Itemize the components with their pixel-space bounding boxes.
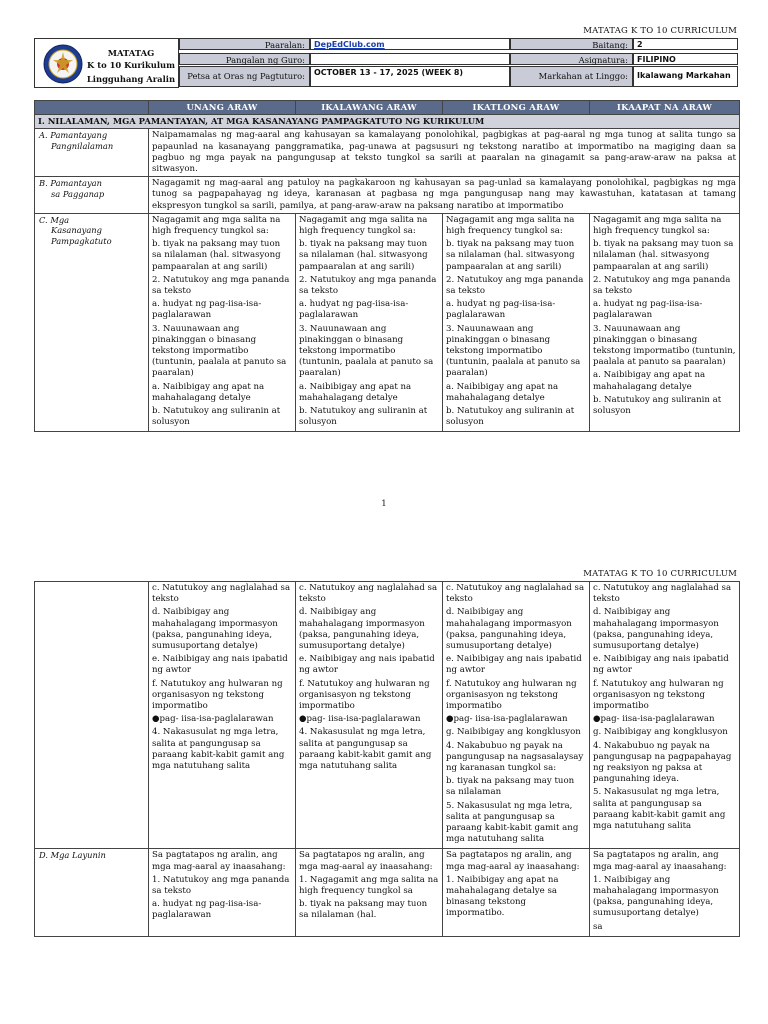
c2-d4-p1: d. Naibibigay ang mahahalagang impormasyon (paksa, pangunahing ideya, sumusuportang detalye) (593, 607, 719, 652)
curriculum-label-page-2: MATATAG K TO 10 CURRICULUM (583, 569, 737, 579)
row-c-day3 (443, 213, 590, 432)
c2-d2-p3: f. Natutukoy ang hulwaran ng organisasyon ng tekstong impormatibo (299, 678, 430, 712)
row-c-day4 (590, 213, 740, 432)
c-d3-p5: a. Naibibigay ang apat na mahahalagang detalye (446, 381, 559, 403)
row-d-day1 (149, 849, 296, 936)
c-d3-p0: Nagagamit ang mga salita na high frequency tungkol sa: (446, 214, 575, 237)
d-d2-p2: b. tiyak na paksang may tuon sa nilalaman (hal. (299, 899, 428, 921)
c2-d1-p5: 4. Nakasusulat ng mga letra, salita at pangungusap sa paraang kabit-kabit gamit ang mga natutuhang salita (152, 727, 285, 772)
c-d4-p5: a. Naibibigay ang apat na mahahalagang detalye (593, 370, 706, 392)
row-kasanayang-continued (35, 582, 740, 849)
title-line-2: K to 10 Kurikulum (87, 60, 175, 70)
asignatura-value: FILIPINO (633, 53, 738, 65)
c2-d3-p8: 5. Nakasusulat ng mga letra, salita at pangungusap sa paraang kabit-kabit gamit ang mga natutuhang salita (446, 800, 579, 845)
d-d4-p2: sa (593, 921, 603, 932)
d-d3-p1: 1. Naibibigay ang apat na mahahalagang detalye sa binasang tekstong impormatibo. (446, 874, 559, 919)
c-d2-p1: b. tiyak na paksang may tuon sa nilalaman (hal. sitwasyong pampaaralan at ang sarili) (299, 239, 428, 272)
row-d-day4 (590, 849, 740, 936)
day-header-row (35, 101, 740, 115)
paaralan-label: Paaralan: (179, 38, 310, 50)
row-c2-day4 (590, 582, 740, 849)
c-d1-p6: b. Natutukoy ang suliranin at solusyon (152, 406, 281, 428)
c-d3-p1: b. tiyak na paksang may tuon sa nilalaman (hal. sitwasyong pampaaralan at ang sarili) (446, 239, 575, 272)
c2-d4-p7: 5. Nakasusulat ng mga letra, salita at pangungusap sa paraang kabit-kabit gamit ang mga natutuhang salita (593, 787, 726, 832)
guro-label: Pangalan ng Guro: (179, 53, 310, 65)
day-header-blank (35, 101, 149, 115)
baitang-value: 2 (633, 38, 738, 50)
d-d1-p0: Sa pagtatapos ng aralin, ang mga mag-aaral ay inaasahang: (152, 850, 286, 872)
row-d-day2 (296, 849, 443, 936)
row-kasanayang-pampagkatuto (35, 213, 740, 432)
c-d1-p3: a. hudyat ng pag-iisa-isa-paglalarawan (152, 299, 262, 321)
c-d1-p4: 3. Nauunawaan ang pinakinggan o binasang tekstong impormatibo (tuntunin, paalala at panuto sa paaralan) (152, 323, 287, 379)
day-header-2: IKALAWANG ARAW (296, 101, 443, 115)
row-a-label-line1: A. Pamantayang (39, 130, 108, 141)
section-title: I. NILALAMAN, MGA PAMANTAYAN, AT MGA KASANAYANG PAMPAGKATUTO NG KURIKULUM (35, 115, 740, 129)
petsa-label: Petsa at Oras ng Pagtuturo: (179, 66, 310, 87)
c2-d2-p0: c. Natutukoy ang naglalahad sa teksto (299, 583, 438, 605)
c2-d2-p1: d. Naibibigay ang mahahalagang impormasyon (paksa, pangunahing ideya, sumusuportang detalye) (299, 607, 425, 652)
c2-d4-p3: f. Natutukoy ang hulwaran ng organisasyon ng tekstong impormatibo (593, 678, 724, 712)
row-d-day3 (443, 849, 590, 936)
d-d4-p0: Sa pagtatapos ng aralin, ang mga mag-aaral ay inaasahang: (593, 850, 727, 872)
c-d2-p5: a. Naibibigay ang apat na mahahalagang detalye (299, 381, 412, 403)
row-d-label (35, 849, 149, 936)
row-b-label (35, 177, 149, 214)
paaralan-value[interactable] (310, 38, 510, 50)
c-d2-p2: 2. Natutukoy ang mga pananda sa teksto (299, 274, 437, 297)
row-c2-day3 (443, 582, 590, 849)
c2-d3-p3: f. Natutukoy ang hulwaran ng organisasyon ng tekstong impormatibo (446, 678, 577, 712)
title-line-1: MATATAG (107, 48, 155, 58)
row-b-label-line2: sa Pagganap (51, 188, 105, 199)
row-pamantayang-pangnilalaman (35, 129, 740, 177)
paaralan-link[interactable]: DepEdClub.com (314, 40, 385, 49)
row-c2-label (35, 582, 149, 849)
c-d3-p2: 2. Natutukoy ang mga pananda sa teksto (446, 274, 584, 297)
d-d2-p1: 1. Nagagamit ang mga salita na high frequency tungkol sa (299, 874, 439, 897)
c-d1-p0: Nagagamit ang mga salita na high frequency tungkol sa: (152, 214, 281, 237)
c-d4-p6: b. Natutukoy ang suliranin at solusyon (593, 394, 722, 417)
c-d4-p2: 2. Natutukoy ang mga pananda sa teksto (593, 274, 731, 297)
d-d4-p1: 1. Naibibigay ang mahahalagang impormasyon (paksa, pangunahing ideya, sumusuportang detalye) (593, 874, 719, 919)
d-d3-p0: Sa pagtatapos ng aralin, ang mga mag-aaral ay inaasahang: (446, 850, 580, 872)
row-c2-day1 (149, 582, 296, 849)
c-d1-p1: b. tiyak na paksang may tuon sa nilalaman (hal. sitwasyong pampaaralan at ang sarili) (152, 239, 281, 272)
c2-d2-p2: e. Naibibigay ang nais ipabatid ng awtor (299, 654, 435, 676)
c2-d4-p4: ●pag- iisa-isa-paglalarawan (593, 714, 715, 725)
row-c-label (35, 213, 149, 432)
c-d2-p0: Nagagamit ang mga salita na high frequency tungkol sa: (299, 214, 428, 237)
guro-value (310, 53, 510, 65)
school-header-logo-cell (34, 38, 179, 88)
row-d-label-text: D. Mga Layunin (39, 850, 106, 861)
c-d4-p1: b. tiyak na paksang may tuon sa nilalaman (hal. sitwasyong pampaaralan at ang sarili) (593, 239, 734, 272)
c-d3-p4: 3. Nauunawaan ang pinakinggan o binasang tekstong impormatibo (tuntunin, paalala at panuto sa paaralan) (446, 323, 581, 379)
c2-d2-p5: 4. Nakasusulat ng mga letra, salita at pangungusap sa paraang kabit-kabit gamit ang mga natutuhang salita (299, 727, 432, 772)
c2-d1-p4: ●pag- iisa-isa-paglalarawan (152, 714, 274, 725)
row-a-label (35, 129, 149, 177)
row-c-day1 (149, 213, 296, 432)
row-c-day2 (296, 213, 443, 432)
row-c-label-line2: Kasanayang (51, 225, 102, 236)
c2-d3-p6: 4. Nakabubuo ng payak na pangungusap na nagsasalaysay ng karanasan tungkol sa: (446, 740, 584, 774)
row-a-text: Naipamamalas ng mag-aaral ang kahusayan sa kamalayang ponolohikal, pagbigkas at pag-aaral ng mga tunog at salita tungo sa papaunlad na kasanayang panggramatika, pag-unawa at pagsusuri ng tekstong naratibo at impormatibo na magiging daan sa pagbuo ng mga payak na pangungusap at teksto tungkol sa sarili at paaralan na ginagamit sa pang-araw-araw na paksa at sitwasyon. (149, 129, 740, 177)
c-d4-p3: a. hudyat ng pag-iisa-isa-paglalarawan (593, 299, 703, 321)
day-header-4: IKAAPAT NA ARAW (590, 101, 740, 115)
c-d3-p6: b. Natutukoy ang suliranin at solusyon (446, 406, 575, 428)
day-header-3: IKATLONG ARAW (443, 101, 590, 115)
c-d2-p6: b. Natutukoy ang suliranin at solusyon (299, 406, 428, 428)
c2-d1-p2: e. Naibibigay ang nais ipabatid ng awtor (152, 654, 288, 676)
row-c-label-line1: C. Mga (39, 214, 70, 225)
row-a-label-line2: Pangnilalaman (51, 140, 114, 151)
deped-seal-icon (43, 44, 83, 84)
row-b-text: Nagagamit ng mag-aaral ang patuloy na pagkakaroon ng kahusayan sa pag-unlad sa kamalayang ponolohikal, pagbigkas ng mga tunog sa pagpapahayag ng ideya, karanasan at pagbasa ng mga pangungusap nang may kawastuhan, katatasan at tamang ekspresyon tungkol sa sarili, pamilya, at pang-araw-araw na paksang naratibo at impormatibo (149, 177, 740, 214)
c-d4-p0: Nagagamit ang mga salita na high frequency tungkol sa: (593, 214, 722, 237)
curriculum-label: MATATAG K TO 10 CURRICULUM (583, 26, 737, 36)
d-d1-p2: a. hudyat ng pag-iisa-isa-paglalarawan (152, 899, 262, 921)
baitang-label: Baitang: (510, 38, 633, 50)
c2-d1-p0: c. Natutukoy ang naglalahad sa teksto (152, 583, 291, 605)
lesson-table-page-1 (34, 100, 740, 432)
c-d1-p5: a. Naibibigay ang apat na mahahalagang detalye (152, 381, 265, 403)
page-2 (0, 548, 768, 1024)
c2-d4-p0: c. Natutukoy ang naglalahad sa teksto (593, 583, 732, 605)
c2-d4-p6: 4. Nakabubuo ng payak na pangungusap na pagpapahayag ng reaksiyon ng paksa at pangunahing ideya. (593, 740, 732, 785)
c-d2-p4: 3. Nauunawaan ang pinakinggan o binasang tekstong impormatibo (tuntunin, paalala at panuto sa paaralan) (299, 323, 434, 379)
row-pamantayan-sa-pagganap (35, 177, 740, 214)
page-number: 1 (381, 499, 387, 509)
section-header-row (35, 115, 740, 129)
c2-d4-p2: e. Naibibigay ang nais ipabatid ng awtor (593, 654, 729, 676)
d-d1-p1: 1. Natutukoy ang mga pananda sa teksto (152, 874, 290, 897)
c2-d4-p5: g. Naibibigay ang kongklusyon (593, 727, 728, 738)
c2-d3-p0: c. Natutukoy ang naglalahad sa teksto (446, 583, 585, 605)
c2-d1-p3: f. Natutukoy ang hulwaran ng organisasyon ng tekstong impormatibo (152, 678, 283, 712)
title-line-3: Lingguhang Aralin (86, 74, 176, 84)
row-mga-layunin (35, 849, 740, 936)
markahan-label: Markahan at Linggo: (510, 66, 633, 87)
d-d2-p0: Sa pagtatapos ng aralin, ang mga mag-aaral ay inaasahang: (299, 850, 433, 872)
c2-d3-p7: b. tiyak na paksang may tuon sa nilalaman (446, 776, 575, 798)
row-b-label-line1: B. Pamantayan (39, 178, 102, 189)
c2-d3-p2: e. Naibibigay ang nais ipabatid ng awtor (446, 654, 582, 676)
row-c-label-line3: Pampagkatuto (51, 235, 112, 246)
c-d4-p4: 3. Nauunawaan ang pinakinggan o binasang tekstong impormatibo (tuntunin, paalala at panuto sa paaralan) (593, 323, 736, 368)
lesson-plan-title (85, 47, 177, 85)
c-d2-p3: a. hudyat ng pag-iisa-isa-paglalarawan (299, 299, 409, 321)
c2-d2-p4: ●pag- iisa-isa-paglalarawan (299, 714, 421, 725)
c2-d1-p1: d. Naibibigay ang mahahalagang impormasyon (paksa, pangunahing ideya, sumusuportang detalye) (152, 607, 278, 652)
c-d3-p3: a. hudyat ng pag-iisa-isa-paglalarawan (446, 299, 556, 321)
row-c2-day2 (296, 582, 443, 849)
asignatura-label: Asignatura: (510, 53, 633, 65)
c2-d3-p5: g. Naibibigay ang kongklusyon (446, 727, 581, 738)
c-d1-p2: 2. Natutukoy ang mga pananda sa teksto (152, 274, 290, 297)
markahan-value: Ikalawang Markahan (633, 66, 738, 87)
petsa-value: OCTOBER 13 - 17, 2025 (WEEK 8) (310, 66, 510, 87)
page-gap (0, 504, 768, 548)
day-header-1: UNANG ARAW (149, 101, 296, 115)
lesson-table-page-2 (34, 581, 740, 937)
c2-d3-p1: d. Naibibigay ang mahahalagang impormasyon (paksa, pangunahing ideya, sumusuportang detalye) (446, 607, 572, 652)
c2-d3-p4: ●pag- iisa-isa-paglalarawan (446, 714, 568, 725)
